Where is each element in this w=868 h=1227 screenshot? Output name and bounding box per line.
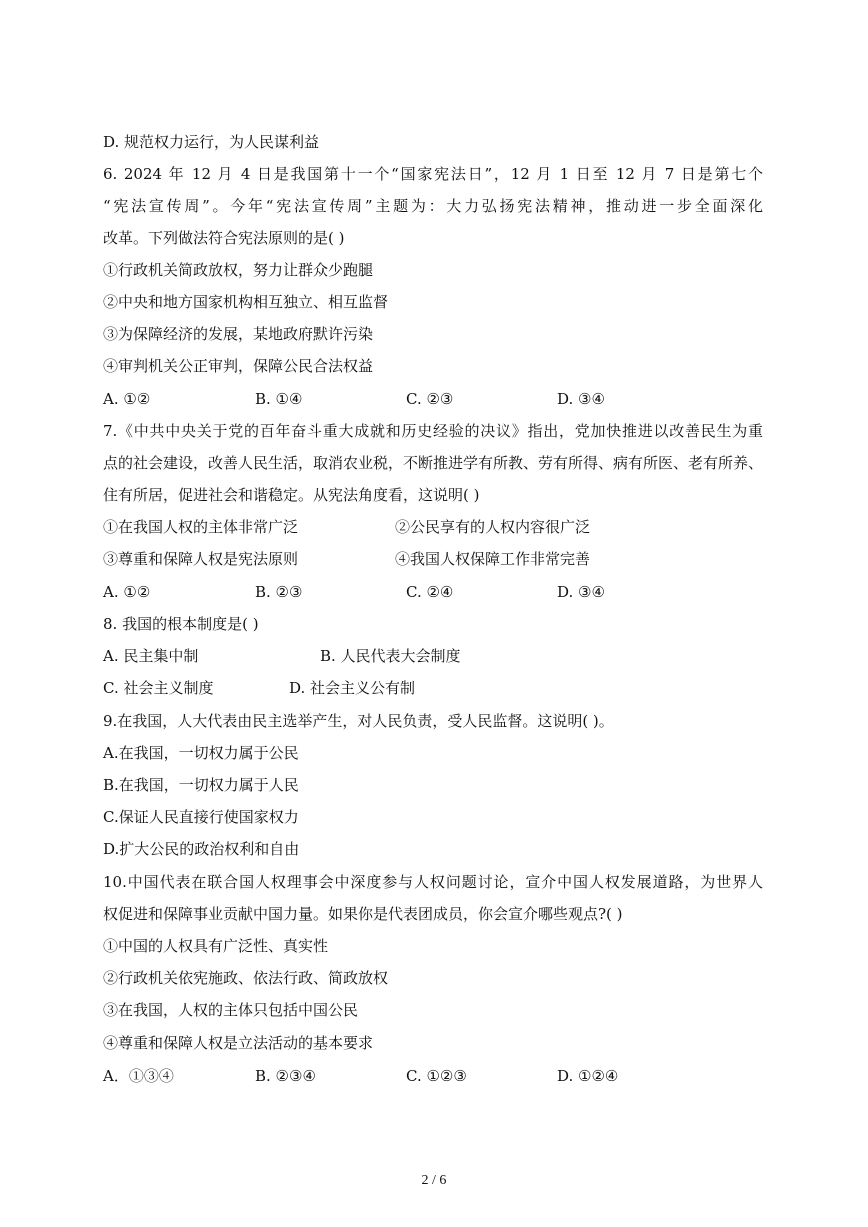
page-number: 2 / 6 — [421, 1173, 447, 1188]
q9-option-c: C.保证人民直接行使国家权力 — [103, 808, 299, 826]
q10-option-c: C. ①②③ — [406, 1067, 467, 1085]
q9-option-a: A.在我国，一切权力属于公民 — [103, 744, 299, 762]
q10-stem-line-2: 权促进和保障事业贡献中国力量。如果你是代表团成员，你会宣介哪些观点?( ) — [103, 905, 623, 923]
q7-item-2: ②公民享有的人权内容很广泛 — [395, 518, 591, 536]
q7-option-d: D. ③④ — [557, 583, 605, 601]
q7-stem-line-1: 7.《中共中央关于党的百年奋斗重大成就和历史经验的决议》指出，党加快推进以改善民生为重 — [103, 422, 763, 440]
q8-option-c: C. 社会主义制度 — [103, 679, 214, 697]
q10-item-3: ③在我国，人权的主体只包括中国公民 — [103, 1001, 359, 1019]
q9-stem: 9.在我国，人大代表由民主选举产生，对人民负责，受人民监督。这说明( )。 — [103, 712, 614, 730]
q5-option-d: D. 规范权力运行，为人民谋利益 — [103, 133, 320, 151]
q6-option-c: C. ②③ — [406, 390, 454, 408]
q6-item-3: ③为保障经济的发展，某地政府默许污染 — [103, 325, 374, 343]
q6-option-a: A. ①② — [103, 390, 151, 408]
q8-stem: 8. 我国的根本制度是( ) — [103, 615, 259, 633]
q7-option-c: C. ②④ — [406, 583, 454, 601]
q6-option-d: D. ③④ — [557, 390, 605, 408]
q6-option-b: B. ①④ — [255, 390, 303, 408]
q6-item-4: ④审判机关公正审判，保障公民合法权益 — [103, 357, 374, 375]
q7-stem-line-3: 住有所居，促进社会和谐稳定。从宪法角度看，这说明( ) — [103, 486, 480, 504]
q10-option-d: D. ①②④ — [557, 1067, 619, 1085]
q10-stem-line-1: 10.中国代表在联合国人权理事会中深度参与人权问题讨论，宣介中国人权发展道路，为世界人 — [103, 873, 763, 891]
q9-option-d: D.扩大公民的政治权利和自由 — [103, 840, 300, 858]
q8-option-a: A. 民主集中制 — [103, 647, 199, 665]
q6-item-1: ①行政机关简政放权，努力让群众少跑腿 — [103, 261, 374, 279]
q10-item-2: ②行政机关依宪施政、依法行政、简政放权 — [103, 969, 389, 987]
q7-item-1: ①在我国人权的主体非常广泛 — [103, 518, 299, 536]
q7-item-3: ③尊重和保障人权是宪法原则 — [103, 550, 299, 568]
q7-stem-line-2: 点的社会建设，改善人民生活，取消农业税，不断推进学有所教、劳有所得、病有所医、老有所养、 — [103, 454, 764, 472]
q6-stem-line-3: 改革。下列做法符合宪法原则的是( ) — [103, 229, 345, 247]
q10-option-a: A．①③④ — [103, 1067, 174, 1085]
q6-stem-line-2: “宪法宣传周”。今年“宪法宣传周”主题为：大力弘扬宪法精神，推动进一步全面深化 — [103, 197, 763, 215]
q7-item-4: ④我国人权保障工作非常完善 — [395, 550, 591, 568]
q8-option-b: B. 人民代表大会制度 — [320, 647, 461, 665]
q10-option-b: B. ②③④ — [255, 1067, 316, 1085]
q9-option-b: B.在我国，一切权力属于人民 — [103, 776, 299, 794]
q10-item-4: ④尊重和保障人权是立法活动的基本要求 — [103, 1034, 374, 1052]
q7-option-b: B. ②③ — [255, 583, 303, 601]
q10-item-1: ①中国的人权具有广泛性、真实性 — [103, 937, 329, 955]
q6-stem-line-1: 6. 2024 年 12 月 4 日是我国第十一个“国家宪法日”，12 月 1 日至 12 月 7 日是第七个 — [103, 165, 763, 183]
q7-option-a: A. ①② — [103, 583, 151, 601]
q8-option-d: D. 社会主义公有制 — [289, 679, 416, 697]
q6-item-2: ②中央和地方国家机构相互独立、相互监督 — [103, 293, 389, 311]
